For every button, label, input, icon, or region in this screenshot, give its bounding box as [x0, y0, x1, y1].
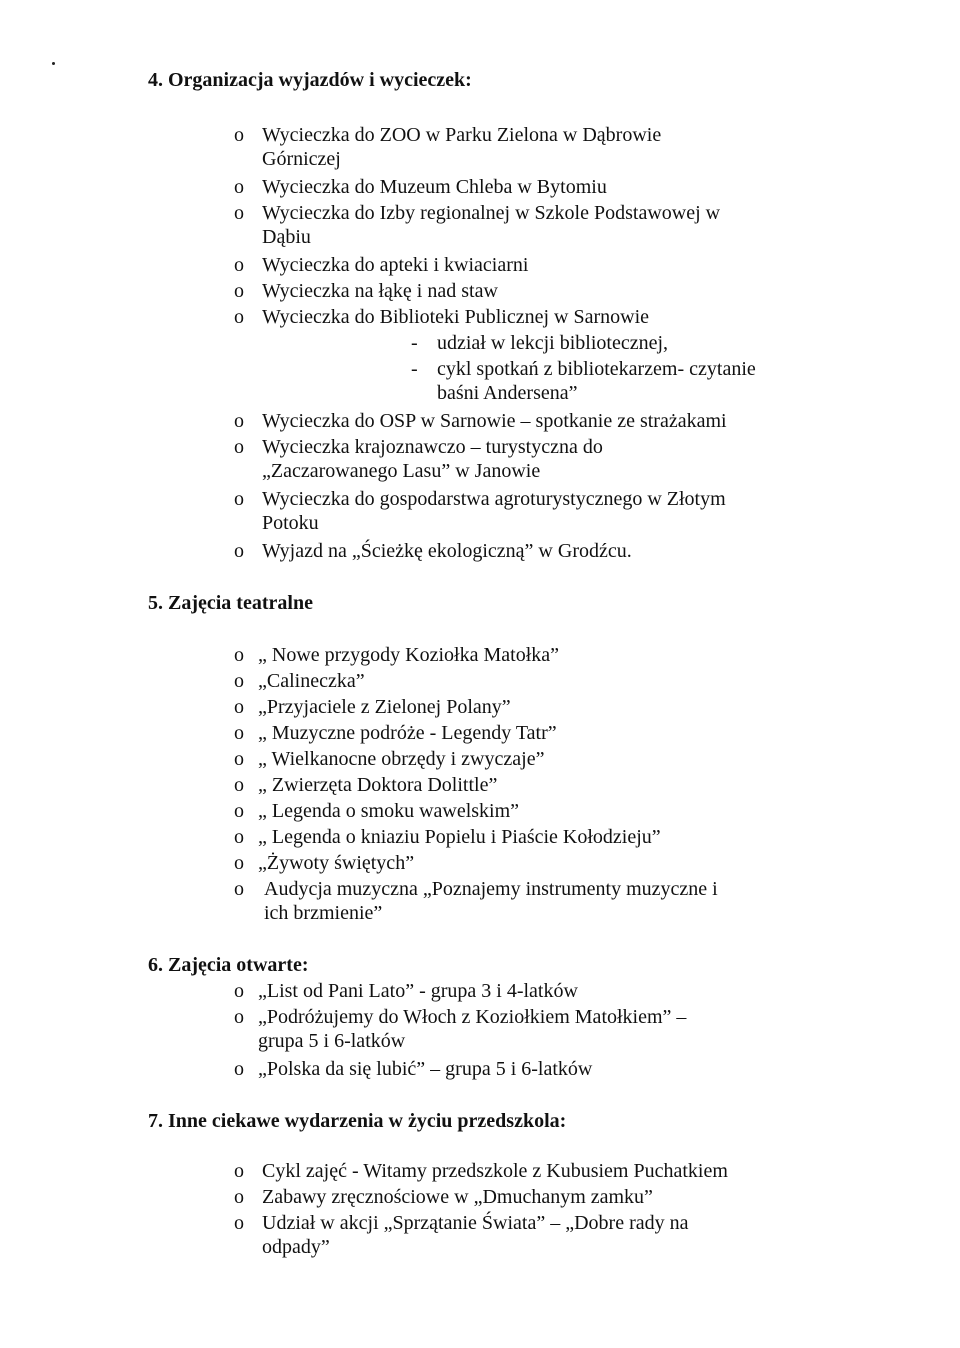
list-bullet: o [234, 774, 244, 796]
list-bullet: o [234, 176, 244, 198]
list-bullet: o [234, 878, 244, 900]
sublist-item-line: baśni Andersena” [437, 382, 578, 404]
list-bullet: o [234, 722, 244, 744]
list-item-line: Wycieczka do apteki i kwiaciarni [262, 254, 529, 276]
list-item-line: Wycieczka do ZOO w Parku Zielona w Dąbrowie [262, 124, 662, 146]
list-item-line: „Przyjaciele z Zielonej Polany” [258, 696, 511, 718]
list-item-line: „List od Pani Lato” - grupa 3 i 4-latków [258, 980, 578, 1002]
list-item-line: Wycieczka do Biblioteki Publicznej w Sarnowie [262, 306, 650, 328]
list-bullet: o [234, 696, 244, 718]
list-item-line: Wycieczka do Muzeum Chleba w Bytomiu [262, 176, 607, 198]
list-bullet: o [234, 410, 244, 432]
list-item-line: Wycieczka na łąkę i nad staw [262, 280, 498, 302]
list-item-line: „ Legenda o smoku wawelskim” [258, 800, 520, 822]
list-item-line: Wycieczka do Izby regionalnej w Szkole Podstawowej w [262, 202, 721, 224]
list-item-line: „ Wielkanocne obrzędy i zwyczaje” [258, 748, 545, 770]
list-item-line: „ Muzyczne podróże - Legendy Tatr” [258, 722, 557, 744]
list-bullet: o [234, 644, 244, 666]
list-item-line: Wycieczka do gospodarstwa agroturystycznego w Złotym [262, 488, 726, 510]
list-item-line: Dąbiu [262, 226, 311, 248]
list-bullet: o [234, 826, 244, 848]
scan-speck [52, 62, 55, 65]
list-item-line: „Calineczka” [258, 670, 365, 692]
list-item-line: „Zaczarowanego Lasu” w Janowie [262, 460, 541, 482]
list-bullet: o [234, 488, 244, 510]
list-bullet: o [234, 852, 244, 874]
list-bullet: o [234, 306, 244, 328]
list-item-line: Cykl zajęć - Witamy przedszkole z Kubusiem Puchatkiem [262, 1160, 728, 1182]
section-4-heading: 4. Organizacja wyjazdów i wycieczek: [148, 69, 472, 91]
list-bullet: o [234, 124, 244, 146]
list-item-line: Potoku [262, 512, 319, 534]
list-item-line: Audycja muzyczna „Poznajemy instrumenty muzyczne i [264, 878, 718, 900]
section-7-heading: 7. Inne ciekawe wydarzenia w życiu przedszkola: [148, 1110, 567, 1132]
list-bullet: o [234, 800, 244, 822]
list-item-line: „Polska da się lubić” – grupa 5 i 6-latków [258, 1058, 593, 1080]
section-6-heading: 6. Zajęcia otwarte: [148, 954, 309, 976]
list-bullet: o [234, 670, 244, 692]
list-bullet: o [234, 540, 244, 562]
list-item-line: „Podróżujemy do Włoch z Koziołkiem Matołkiem” – [258, 1006, 687, 1028]
list-item-line: Wycieczka do OSP w Sarnowie – spotkanie ze strażakami [262, 410, 727, 432]
list-item-line: grupa 5 i 6-latków [258, 1030, 406, 1052]
list-item-line: Wyjazd na „Ścieżkę ekologiczną” w Grodźcu. [262, 540, 632, 562]
sublist-dash: - [411, 358, 418, 380]
list-item-line: „ Legenda o kniaziu Popielu i Piaście Kołodzieju” [258, 826, 661, 848]
list-item-line: „ Zwierzęta Doktora Dolittle” [258, 774, 498, 796]
list-bullet: o [234, 1058, 244, 1080]
list-bullet: o [234, 1186, 244, 1208]
section-5-heading: 5. Zajęcia teatralne [148, 592, 313, 614]
sublist-item-line: cykl spotkań z bibliotekarzem- czytanie [437, 358, 756, 380]
list-bullet: o [234, 202, 244, 224]
list-bullet: o [234, 748, 244, 770]
list-bullet: o [234, 254, 244, 276]
list-item-line: „ Nowe przygody Koziołka Matołka” [258, 644, 560, 666]
list-bullet: o [234, 1006, 244, 1028]
list-item-line: Wycieczka krajoznawczo – turystyczna do [262, 436, 603, 458]
list-item-line: odpady” [262, 1236, 330, 1258]
list-bullet: o [234, 436, 244, 458]
list-bullet: o [234, 980, 244, 1002]
sublist-item-line: udział w lekcji bibliotecznej, [437, 332, 669, 354]
list-item-line: „Żywoty świętych” [258, 852, 415, 874]
list-item-line: Górniczej [262, 148, 341, 170]
list-bullet: o [234, 1160, 244, 1182]
list-bullet: o [234, 280, 244, 302]
list-item-line: Udział w akcji „Sprzątanie Świata” – „Dobre rady na [262, 1212, 689, 1234]
list-item-line: ich brzmienie” [264, 902, 383, 924]
list-bullet: o [234, 1212, 244, 1234]
list-item-line: Zabawy zręcznościowe w „Dmuchanym zamku” [262, 1186, 653, 1208]
sublist-dash: - [411, 332, 418, 354]
